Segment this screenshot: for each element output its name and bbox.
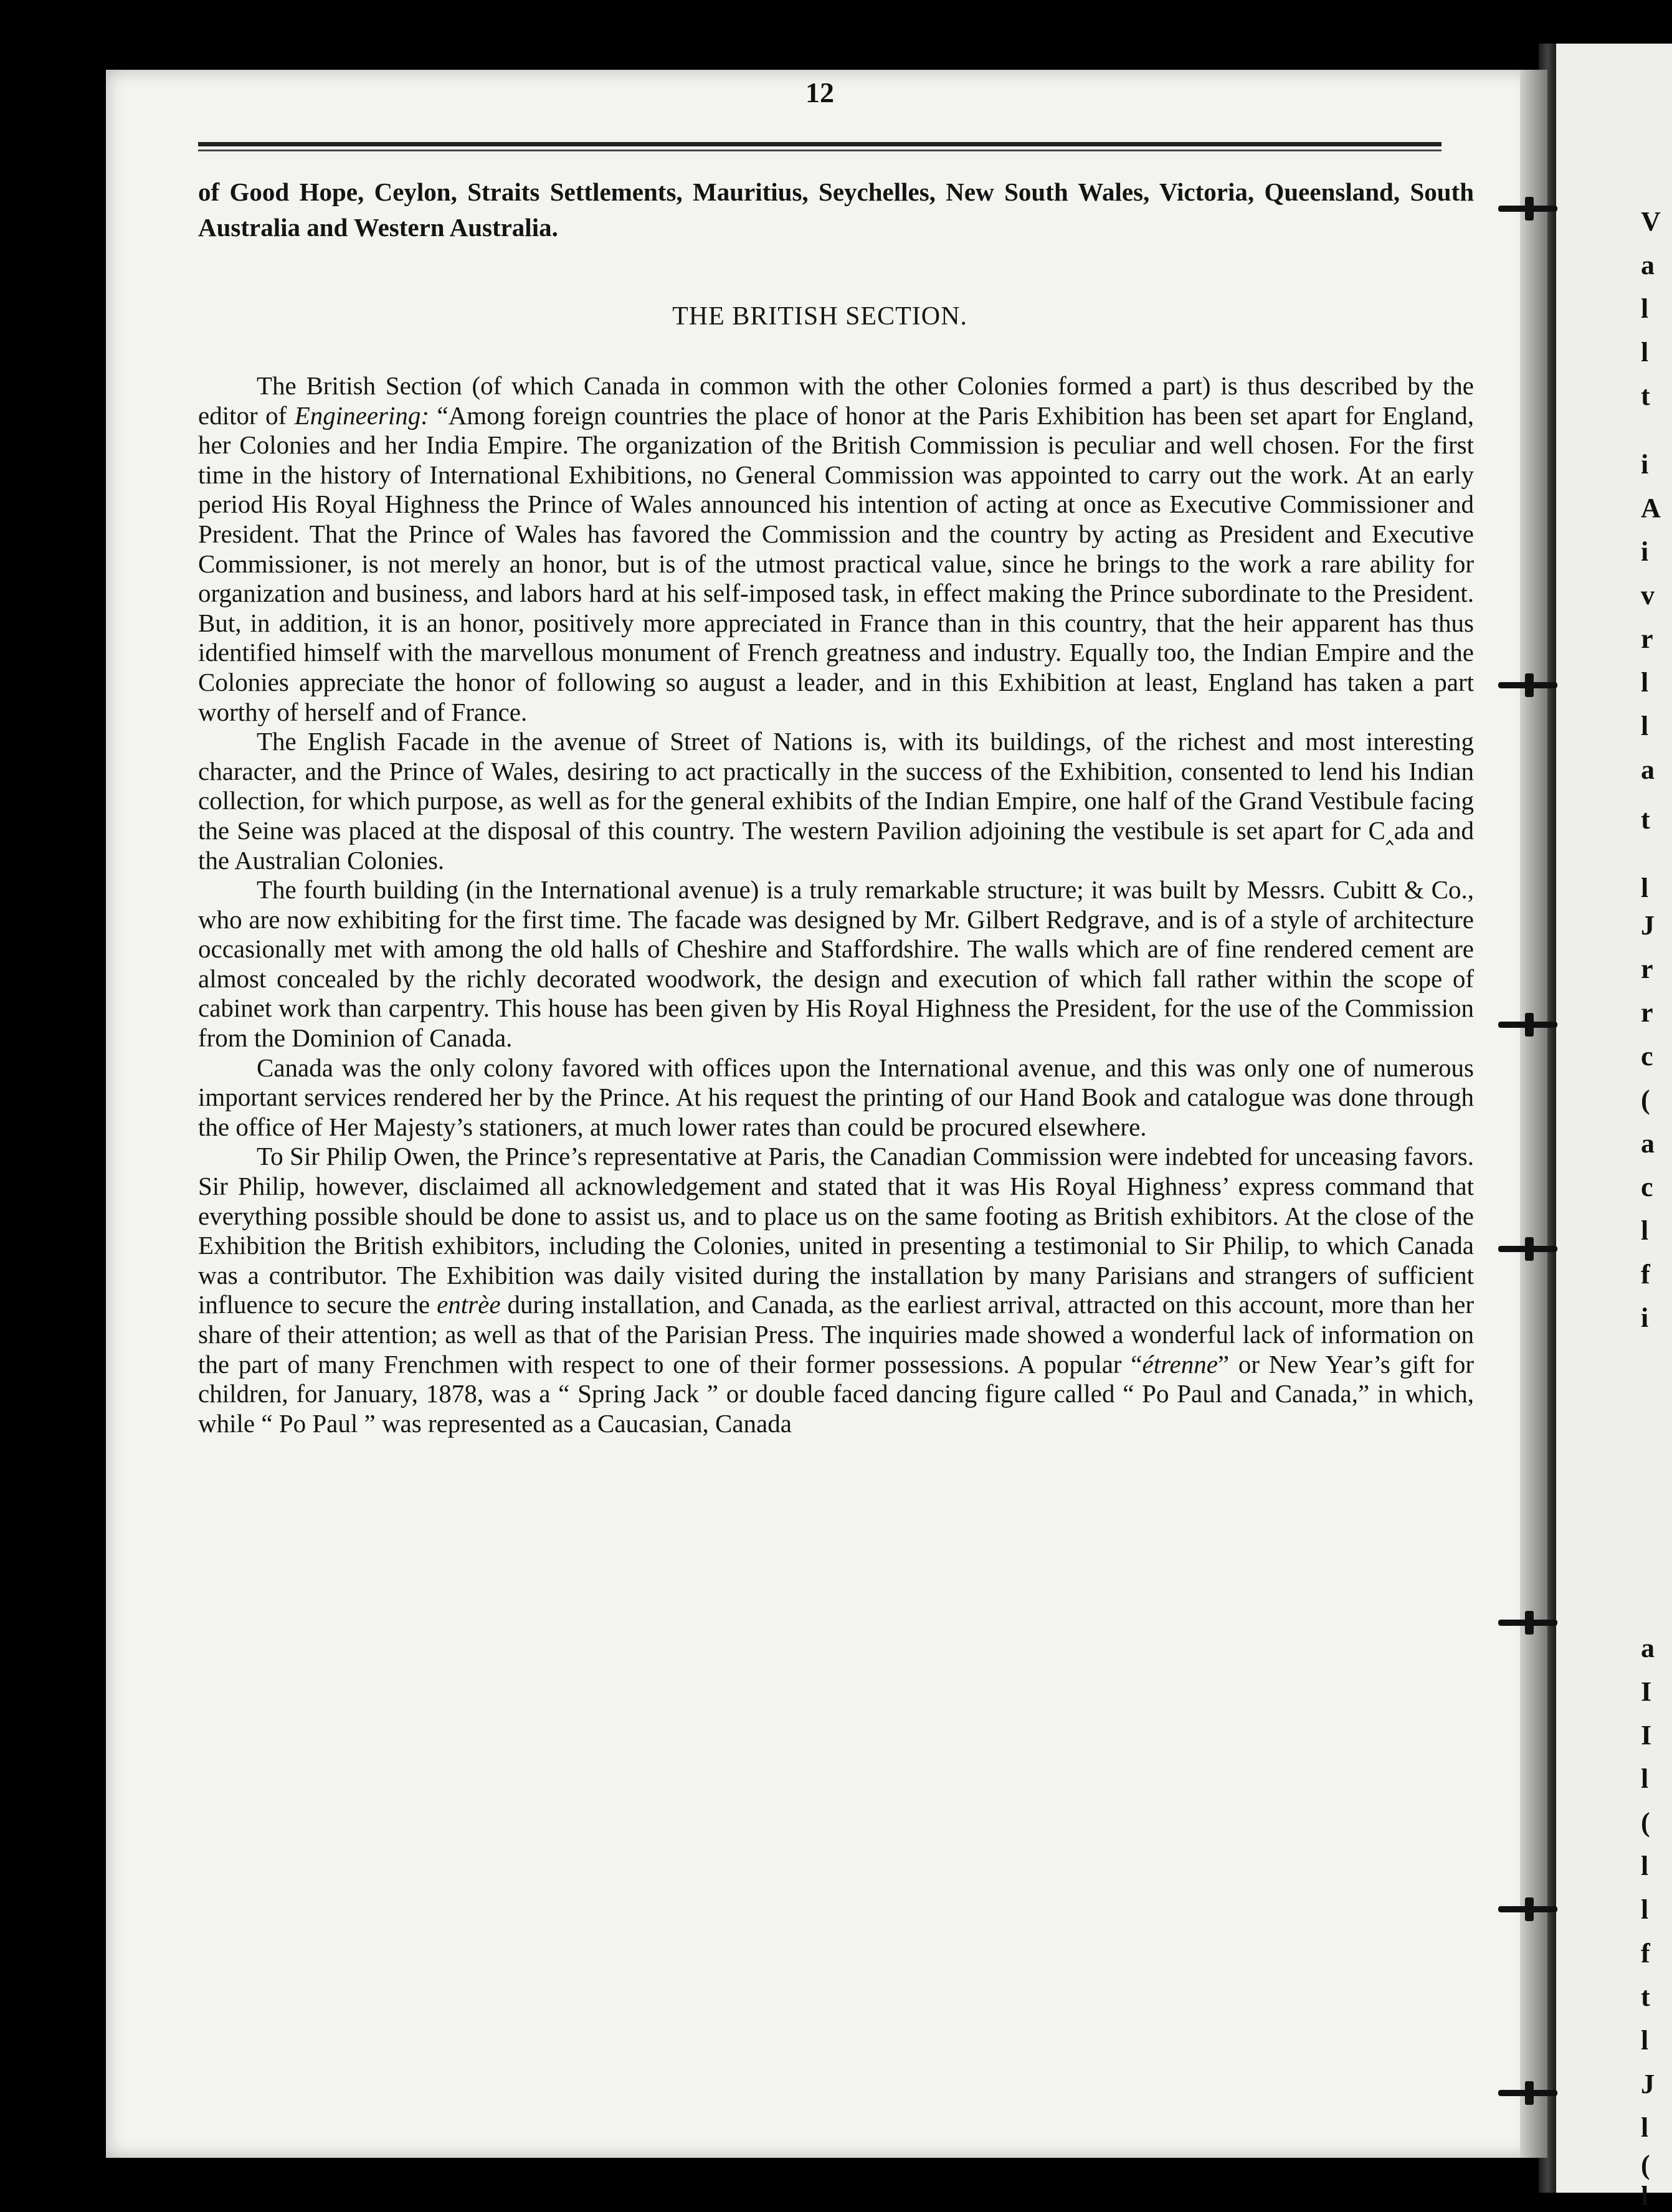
facing-page-letter: a	[1641, 754, 1655, 785]
paragraph-5	[198, 1142, 1474, 1438]
facing-page-letter: f	[1641, 1259, 1650, 1289]
facing-page-letter: l	[1641, 1851, 1649, 1881]
document-page	[106, 70, 1534, 2158]
paragraph-1	[198, 371, 1474, 727]
facing-page-letter: r	[1641, 624, 1653, 654]
facing-page-letter: l	[1641, 2025, 1649, 2056]
facing-page-letter: J	[1641, 2069, 1655, 2099]
facing-page-letter: l	[1641, 873, 1649, 903]
paragraph-5-italic: entrèe	[437, 1290, 501, 1319]
facing-page-letter: l	[1641, 293, 1649, 324]
facing-page-letter: v	[1641, 580, 1655, 610]
facing-page-letter: i	[1641, 1303, 1649, 1333]
facing-page-letter: a	[1641, 1633, 1655, 1663]
binding-staple	[1498, 682, 1557, 688]
facing-page-letter: c	[1641, 1041, 1653, 1071]
facing-page-letter: l	[1641, 1894, 1649, 1925]
facing-page-letter: l	[1641, 667, 1649, 698]
facing-page-letter: a	[1641, 1128, 1655, 1159]
facing-page-letter: t	[1641, 804, 1650, 835]
facing-page-letter: t	[1641, 381, 1650, 411]
facing-page-letter: l	[1641, 337, 1649, 368]
paragraph-5-text-b: during installation, and Canada, as the earliest arrival, attracted on this account, more than her share of their attention; as well as that of the Parisian Press. The inquiries made showed a wonderful lack of information on the part of many Frenchmen with respect to one of their former possessions. A popular “	[198, 1290, 1474, 1379]
header-rule-thin	[198, 150, 1442, 151]
facing-page-letter: (	[1641, 1085, 1650, 1115]
binding-staple	[1498, 206, 1557, 212]
facing-page-letter: l	[1641, 1763, 1649, 1794]
facing-page-letter: I	[1641, 1676, 1652, 1707]
paragraph-1-italic: Engineering:	[294, 401, 430, 430]
paragraph-5-italic-2: étrenne	[1142, 1349, 1218, 1379]
facing-page-letter: r	[1641, 997, 1653, 1028]
header-rule	[198, 142, 1442, 153]
paragraph-1-text-a: The British Section (of which Canada in common with the other Colonies formed a part) is thus described by the editor of	[198, 371, 1474, 430]
page-number: 12	[805, 77, 834, 108]
facing-page-letter: (	[1641, 1807, 1650, 1838]
facing-page-letter: i	[1641, 536, 1649, 567]
facing-page-letter: f	[1641, 1938, 1650, 1968]
header-rule-thick	[198, 142, 1442, 146]
body-text	[198, 371, 1474, 1438]
page-edge	[1520, 70, 1547, 2158]
facing-page-letter: l	[1641, 2112, 1649, 2143]
facing-page-letter: l	[1641, 2181, 1649, 2211]
section-title: THE BRITISH SECTION.	[672, 302, 967, 331]
binding-staple	[1498, 1022, 1557, 1028]
facing-page-letter: A	[1641, 493, 1661, 523]
paragraph-3: The fourth building (in the International avenue) is a truly remarkable structure; it was built by Messrs. Cubitt & Co., who are now exhibiting for the first time. The facade was designed by Mr. Gilbert Redgrave, and is of a style of architecture occasionally met with among the old halls of Cheshire and Staffordshire. The walls which are of fine rendered cement are almost concealed by the richly decorated woodwork, the design and execution of which fall rather within the scope of cabinet work than carpentry. This house has been given by His Royal Highness the President, for the use of the Commission from the Dominion of Canada.	[198, 875, 1474, 1053]
binding-staple	[1498, 1246, 1557, 1252]
binding-staple	[1498, 1620, 1557, 1626]
facing-page-letter: l	[1641, 711, 1649, 741]
facing-page-letter: I	[1641, 1720, 1652, 1750]
facing-page-letter: r	[1641, 954, 1653, 984]
facing-page-letter: a	[1641, 250, 1655, 280]
paragraph-1-text-b: “Among foreign countries the place of honor at the Paris Exhibition has been set apart for England, her Colonies and her India Empire. The organization of the British Commission is peculiar and well chosen. For the first time in the history of International Exhibitions, no General Commission was appointed to carry out the work. At an early period His Royal Highness the Prince of Wales announced his intention of acting at once as Executive Commissioner and President. That the Prince of Wales has favored the Commission and the country by acting as President and Executive Commissioner, is not merely an honor, but is of the utmost practical value, since he brings to the work a rare ability for organization and business, and labors hard at his self-imposed task, in effect making the Prince subordinate to the President. But, in addition, it is an honor, positively more appreciated in France than in this country, that the heir apparent has thus identified himself with the marvellous monument of French greatness and industry. Equally too, the Indian Empire and the Colonies appreciate the honor of following so august a leader, and in this Exhibition at least, England has taken a part worthy of herself and of France.	[198, 401, 1474, 726]
facing-page-letter: i	[1641, 449, 1649, 480]
binding-staple	[1498, 1906, 1557, 1912]
facing-page-edge	[1547, 44, 1672, 2211]
facing-page-letter: V	[1641, 206, 1661, 237]
paragraph-2: The English Facade in the avenue of Street of Nations is, with its buildings, of the richest and most interesting character, and the Prince of Wales, desiring to act practically in the success of the Exhibition, consented to lend his Indian collection, for which purpose, as well as for the general exhibits of the Indian Empire, one half of the Grand Vestibule facing the Seine was placed at the disposal of this country. The western Pavilion adjoining the vestibule is set apart for C‸ada and the Australian Colonies.	[198, 727, 1474, 875]
facing-page-letter: c	[1641, 1172, 1653, 1202]
facing-page-letter: l	[1641, 1215, 1649, 1246]
lead-paragraph: of Good Hope, Ceylon, Straits Settlements, Mauritius, Seychelles, New South Wales, Victoria, Queensland, South Australia and Western Australia.	[198, 178, 1474, 242]
facing-page-letter: J	[1641, 910, 1655, 941]
paragraph-4: Canada was the only colony favored with offices upon the International avenue, and this was only one of numerous important services rendered her by the Prince. At his request the printing of our Hand Book and catalogue was done through the office of Her Majesty’s stationers, at much lower rates than could be procured elsewhere.	[198, 1053, 1474, 1141]
binding-staple	[1498, 2090, 1557, 2096]
paragraph-5-text-a: To Sir Philip Owen, the Prince’s representative at Paris, the Canadian Commission were indebted for unceasing favors. Sir Philip, however, disclaimed all acknowledgement and stated that it was His Royal Highness’ express command that everything possible should be done to assist us, and to place us on the same footing as British exhibitors. At the close of the Exhibition the British exhibitors, including the Colonies, united in presenting a testimonial to Sir Philip, to which Canada was a contributor. The Exhibition was daily visited during the installation by many Parisians and strangers of sufficient influence to secure the	[198, 1142, 1474, 1319]
facing-page-letter: t	[1641, 1982, 1650, 2012]
facing-page-letter: (	[1641, 2150, 1650, 2180]
paragraph-5-text-c: ” or New Year’s gift for children, for January, 1878, was a “ Spring Jack ” or double faced dancing figure called “ Po Paul and Canada,” in which, while “ Po Paul ” was represented as a Caucasian, Canada	[198, 1349, 1474, 1438]
